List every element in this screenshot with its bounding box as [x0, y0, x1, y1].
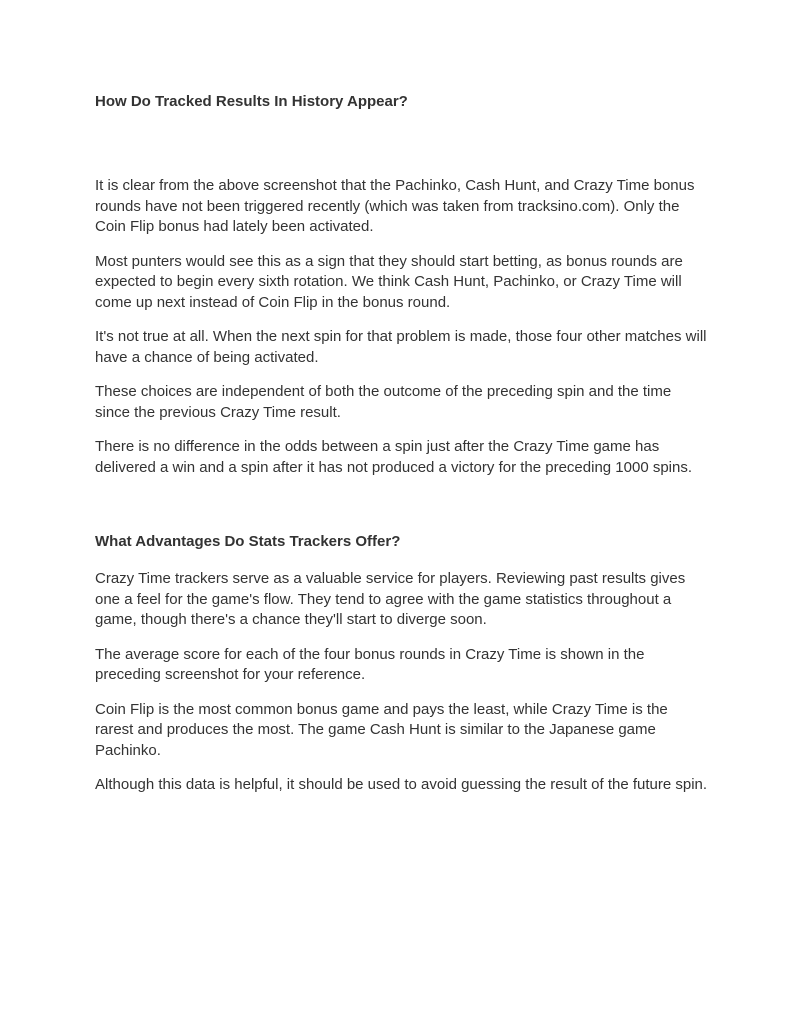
paragraph: It's not true at all. When the next spin for that problem is made, those four other matches will have a chance of being activated.	[95, 328, 707, 366]
section-heading-stats-trackers: What Advantages Do Stats Trackers Offer?	[95, 533, 401, 550]
section-spacer	[95, 478, 710, 532]
paragraph: These choices are independent of both the outcome of the preceding spin and the time since the previous Crazy Time result.	[95, 383, 672, 421]
paragraph: There is no difference in the odds between a spin just after the Crazy Time game has delivered a win and a spin after it has not produced a victory for the preceding 1000 spins.	[95, 438, 693, 476]
document-content	[95, 92, 710, 796]
paragraph: The average score for each of the four bonus rounds in Crazy Time is shown in the preceding screenshot for your reference.	[95, 645, 645, 683]
paragraph: It is clear from the above screenshot that the Pachinko, Cash Hunt, and Crazy Time bonus rounds have not been triggered recently (which was taken from tracksino.com). Only the Coin Flip bonus had lately been activated.	[95, 177, 695, 235]
paragraph: Most punters would see this as a sign that they should start betting, as bonus rounds are expected to begin every sixth rotation. We think Cash Hunt, Pachinko, or Crazy Time will come up next instead of Coin Flip in the bonus round.	[95, 252, 683, 311]
paragraph: Although this data is helpful, it should be used to avoid guessing the result of the future spin.	[95, 776, 708, 793]
section-heading-tracked-results: How Do Tracked Results In History Appear?	[95, 93, 408, 110]
paragraph: Crazy Time trackers serve as a valuable service for players. Reviewing past results gives one a feel for the game's flow. They tend to agree with the game statistics throughout a game, though there's a chance they'll start to diverge soon.	[95, 570, 686, 628]
paragraph: Coin Flip is the most common bonus game and pays the least, while Crazy Time is the rarest and produces the most. The game Cash Hunt is similar to the Japanese game Pachinko.	[95, 700, 668, 759]
